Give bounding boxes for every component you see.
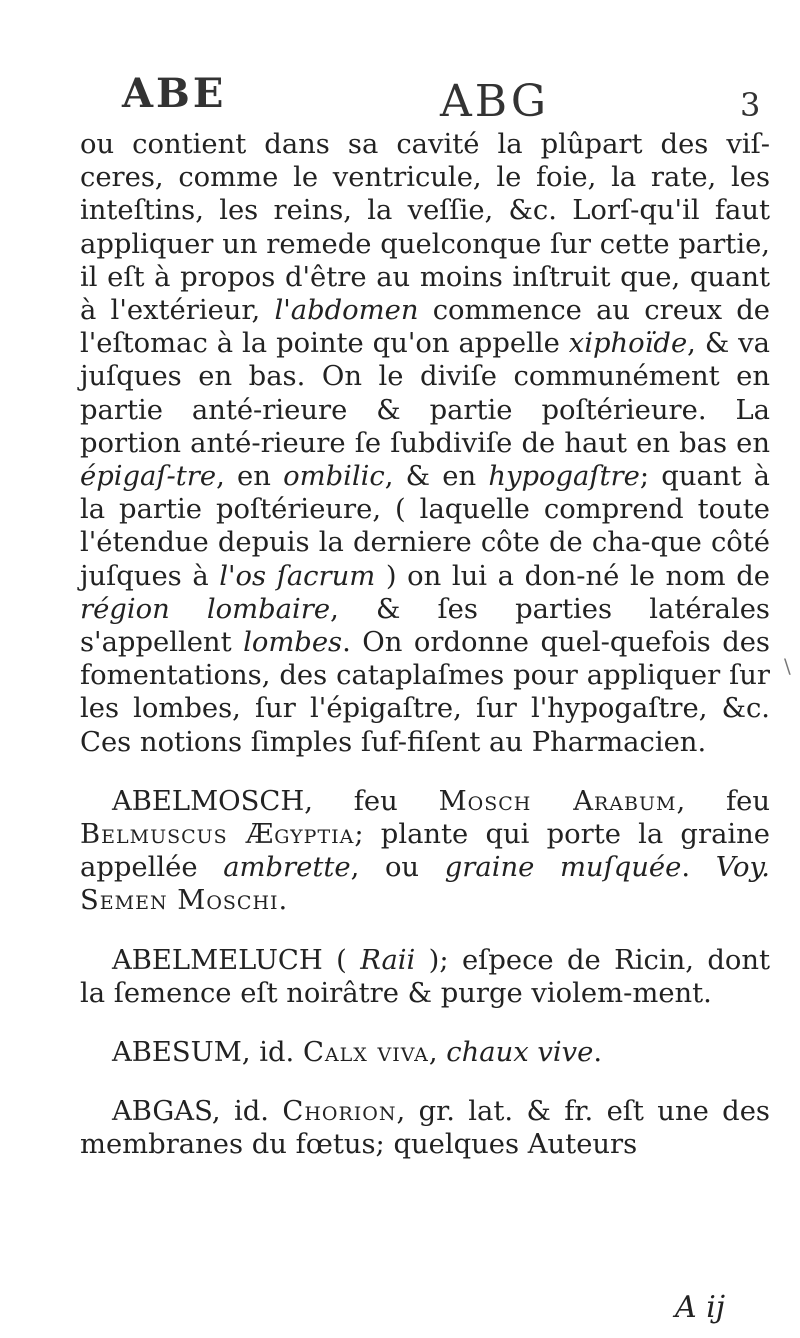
term-ambrette: ambrette [223,852,351,884]
text-run: . [593,1037,603,1069]
term-region-lombaire: région lombaire [80,593,331,625]
text-run: , & ſes parties latérales s'appellent [80,593,770,659]
text-run: . On ordonne quel-quefois des fomentations, des cataplaſmes pour appliquer ſur les lombes, ſur l'épigaſtre, ſur l'hypogaſtre, &c. Ces notions ſimples ſuf-fiſent au Pharmacien. [80,627,770,758]
margin-mark: \ [784,654,791,678]
cross-reference-target: Semen Moschi [80,885,279,917]
text-run: ); eſpece de Ricin, dont la ſemence eſt noirâtre & purge violem-ment. [80,944,770,1009]
entry-abelmosch [80,785,770,918]
running-header [0,70,800,127]
term-epigastre: épigaſ-tre [80,461,217,493]
entry-headword: ABESUM [112,1037,242,1069]
text-run: , id. [211,1096,283,1128]
text-run: ou contient dans sa cavité la plûpart des viſ-ceres, comme le ventricule, le foie, la rate, les inteſtins, les reins, la veſſie, &c. Lorſ-qu'il faut appliquer un remede quelconque ſur cette partie, il eſt à propos d'être au moins inſtruit que, quant à l'extérieur, [80,129,770,327]
abdomen-entry-continuation [80,128,770,759]
text-run: , en [216,461,284,493]
entry-headword: ABELMOSCH [112,785,305,817]
synonym: Mosch Arabum [438,785,677,817]
text-run: ( [322,944,361,976]
text-run: , [428,1037,447,1069]
synonym: Chorion [282,1096,397,1128]
term-hypogastre: hypogaſtre [488,461,640,493]
text-run: , & en [384,461,489,493]
dictionary-text [80,128,770,1162]
term-xiphoide: xiphoïde [568,328,688,360]
entry-headword: ABGAS [112,1096,212,1128]
text-run: ) on lui a don-né le nom de [375,560,770,592]
term-lombes: lombes [243,627,343,659]
entry-abgas [80,1095,770,1161]
term-ombilic: ombilic [283,461,385,493]
text-run: commence au creux de l'eſtomac à la pointe qu'on appelle [80,295,771,360]
signature-mark: A ij [675,1290,726,1325]
text-run: , id. [241,1037,303,1069]
entry-headword: ABELMELUCH [112,944,323,976]
text-run: , feu [676,785,770,817]
term-chaux-vive: chaux vive [446,1037,594,1069]
text-run: , gr. lat. & fr. eſt une des membranes du fœtus; quelques Auteurs [80,1096,770,1161]
header-left: ABE [122,70,227,117]
synonym: Calx viva [302,1037,429,1069]
cross-reference-label: Voy. [715,852,770,884]
term-abdomen: l'abdomen [274,295,419,327]
text-run: , feu [304,785,439,817]
entry-abesum [80,1036,770,1069]
text-run: ; plante qui porte la graine appellée [80,819,771,884]
page-number: 3 [740,86,761,124]
synonym: Belmuscus Ægyptia [80,819,355,851]
text-run: . [681,852,716,884]
term-graine-musquee: graine muſquée [444,852,682,884]
author-name: Raii [360,944,416,976]
text-run: , ou [350,852,445,884]
header-center: ABG [440,76,550,127]
text-run: , & va juſques en bas. On le diviſe communément en partie anté-rieure & partie poſtérieure. La portion anté-rieure ſe ſubdiviſe de haut en bas en [80,328,770,459]
term-os-sacrum: l'os ſacrum [219,560,376,592]
text-run: ; quant à la partie poſtérieure, ( laquelle comprend toute l'étendue depuis la derniere côte de cha-que côté juſques à [80,461,771,592]
text-run: . [278,885,288,917]
entry-abelmeluch [80,944,770,1010]
